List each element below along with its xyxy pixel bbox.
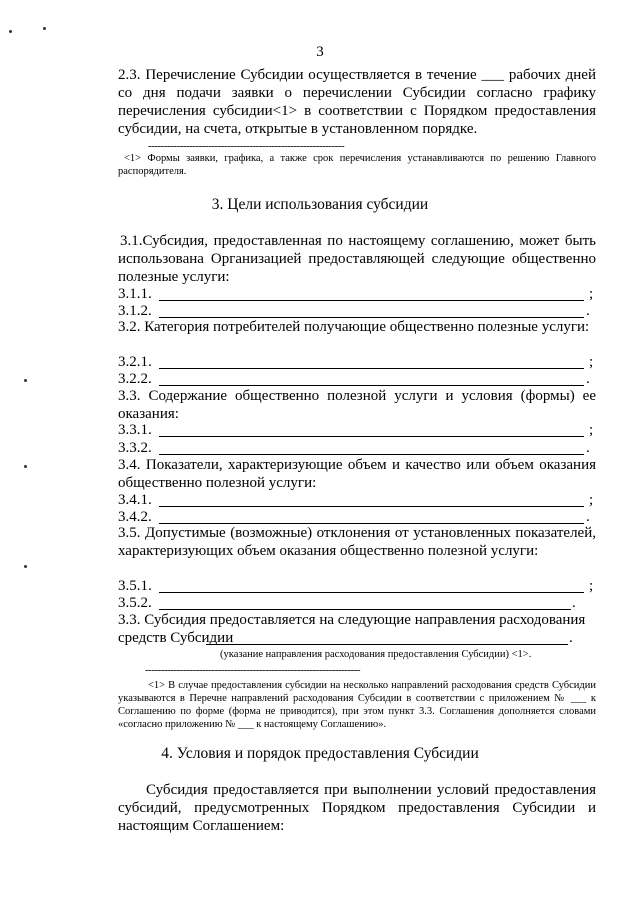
scan-speck <box>43 27 46 30</box>
paragraph-3-3b-line1: 3.3. Субсидия предоставляется на следующие направления расходования <box>118 612 586 628</box>
item-3-5-2-label: 3.5.2. <box>118 595 152 611</box>
item-3-2-1-blank <box>159 368 584 369</box>
item-3-3-1-semicolon: ; <box>589 422 594 438</box>
item-3-4-1-semicolon: ; <box>589 492 594 508</box>
item-3-2-2-blank <box>159 385 584 386</box>
footnote-1: <1> Формы заявки, графика, а также срок перечисления устанавливаются по решению Главного распорядителя. <box>118 153 596 177</box>
directions-blank <box>206 644 568 645</box>
item-3-2-1-label: 3.2.1. <box>118 354 152 370</box>
scan-speck <box>24 465 27 468</box>
footnote-separator: -------------------------------------------------------------- <box>148 140 345 152</box>
item-3-1-1-label: 3.1.1. <box>118 286 152 302</box>
item-3-5-2-blank <box>159 609 571 610</box>
scan-speck <box>24 565 27 568</box>
item-3-4-1-blank <box>159 506 584 507</box>
paragraph-4: Субсидия предоставляется при выполнении условий предоставления субсидий, предусмотренных Порядком предоставления Субсидии и настоящим Соглашением: <box>118 782 596 834</box>
section-3-heading: 3. Цели использования субсидии <box>211 196 429 213</box>
directions-note: (указание направления расходования предоставления Субсидии) <1>. <box>220 649 532 660</box>
paragraph-3-5: 3.5. Допустимые (возможные) отклонения от установленных показателей, характеризующих объем оказания общественно полезной услуги: <box>118 525 596 559</box>
directions-period: . <box>569 630 573 646</box>
item-3-1-1-blank <box>159 300 584 301</box>
page-number: 3 <box>316 44 324 60</box>
footnote-2: <1> В случае предоставления субсидии на несколько направлений расходования средств Субсидии указываются в Перечне направлений расходования Субсидии в соответствии с приложением № ___ к Соглашению по форме (форма не приводится), при этом пункт 3.3. Соглашения дополняется словами «согласно приложению № ___ к настоящему Соглашению». <box>118 680 596 730</box>
item-3-4-2-period: . <box>586 509 590 525</box>
item-3-3-1-label: 3.3.1. <box>118 422 152 438</box>
item-3-5-1-blank <box>159 592 584 593</box>
paragraph-3-3b-line2: средств Субсидии <box>118 630 234 646</box>
item-3-2-1-semicolon: ; <box>589 354 594 370</box>
scan-speck <box>9 30 12 33</box>
item-3-4-2-label: 3.4.2. <box>118 509 152 525</box>
item-3-5-1-label: 3.5.1. <box>118 578 152 594</box>
item-3-3-2-blank <box>159 454 584 455</box>
paragraph-3-2: 3.2. Категория потребителей получающие общественно полезные услуги: <box>118 319 590 335</box>
scan-speck <box>24 379 27 382</box>
item-3-1-1-semicolon: ; <box>589 286 594 302</box>
item-3-2-2-period: . <box>586 371 590 387</box>
footnote-separator-2: -------------------------------------------------------------------- <box>145 664 361 676</box>
paragraph-2-3: 2.3. Перечисление Субсидии осуществляется в течение ___ рабочих дней со дня подачи заявки о перечислении Субсидии согласно графику перечисления субсидии<1> в соответствии с Порядком предоставления субсидии, на счета, открытые в установленном порядке. <box>118 67 596 137</box>
item-3-5-2-period: . <box>572 595 576 611</box>
item-3-3-2-label: 3.3.2. <box>118 440 152 456</box>
item-3-4-1-label: 3.4.1. <box>118 492 152 508</box>
item-3-1-2-period: . <box>586 303 590 319</box>
section-4-heading: 4. Условия и порядок предоставления Субсидии <box>161 745 479 762</box>
item-3-5-1-semicolon: ; <box>589 578 594 594</box>
item-3-2-2-label: 3.2.2. <box>118 371 152 387</box>
paragraph-3-4: 3.4. Показатели, характеризующие объем и качество или объем оказания общественно полезной услуги: <box>118 457 596 491</box>
paragraph-3-3: 3.3. Содержание общественно полезной услуги и условия (формы) ее оказания: <box>118 388 596 422</box>
item-3-1-2-label: 3.1.2. <box>118 303 152 319</box>
item-3-3-2-period: . <box>586 440 590 456</box>
paragraph-3-1: 3.1.Субсидия, предоставленная по настоящему соглашению, может быть использована Организацией предоставляющей следующие общественно полезные услуги: <box>118 233 596 285</box>
item-3-3-1-blank <box>159 436 584 437</box>
